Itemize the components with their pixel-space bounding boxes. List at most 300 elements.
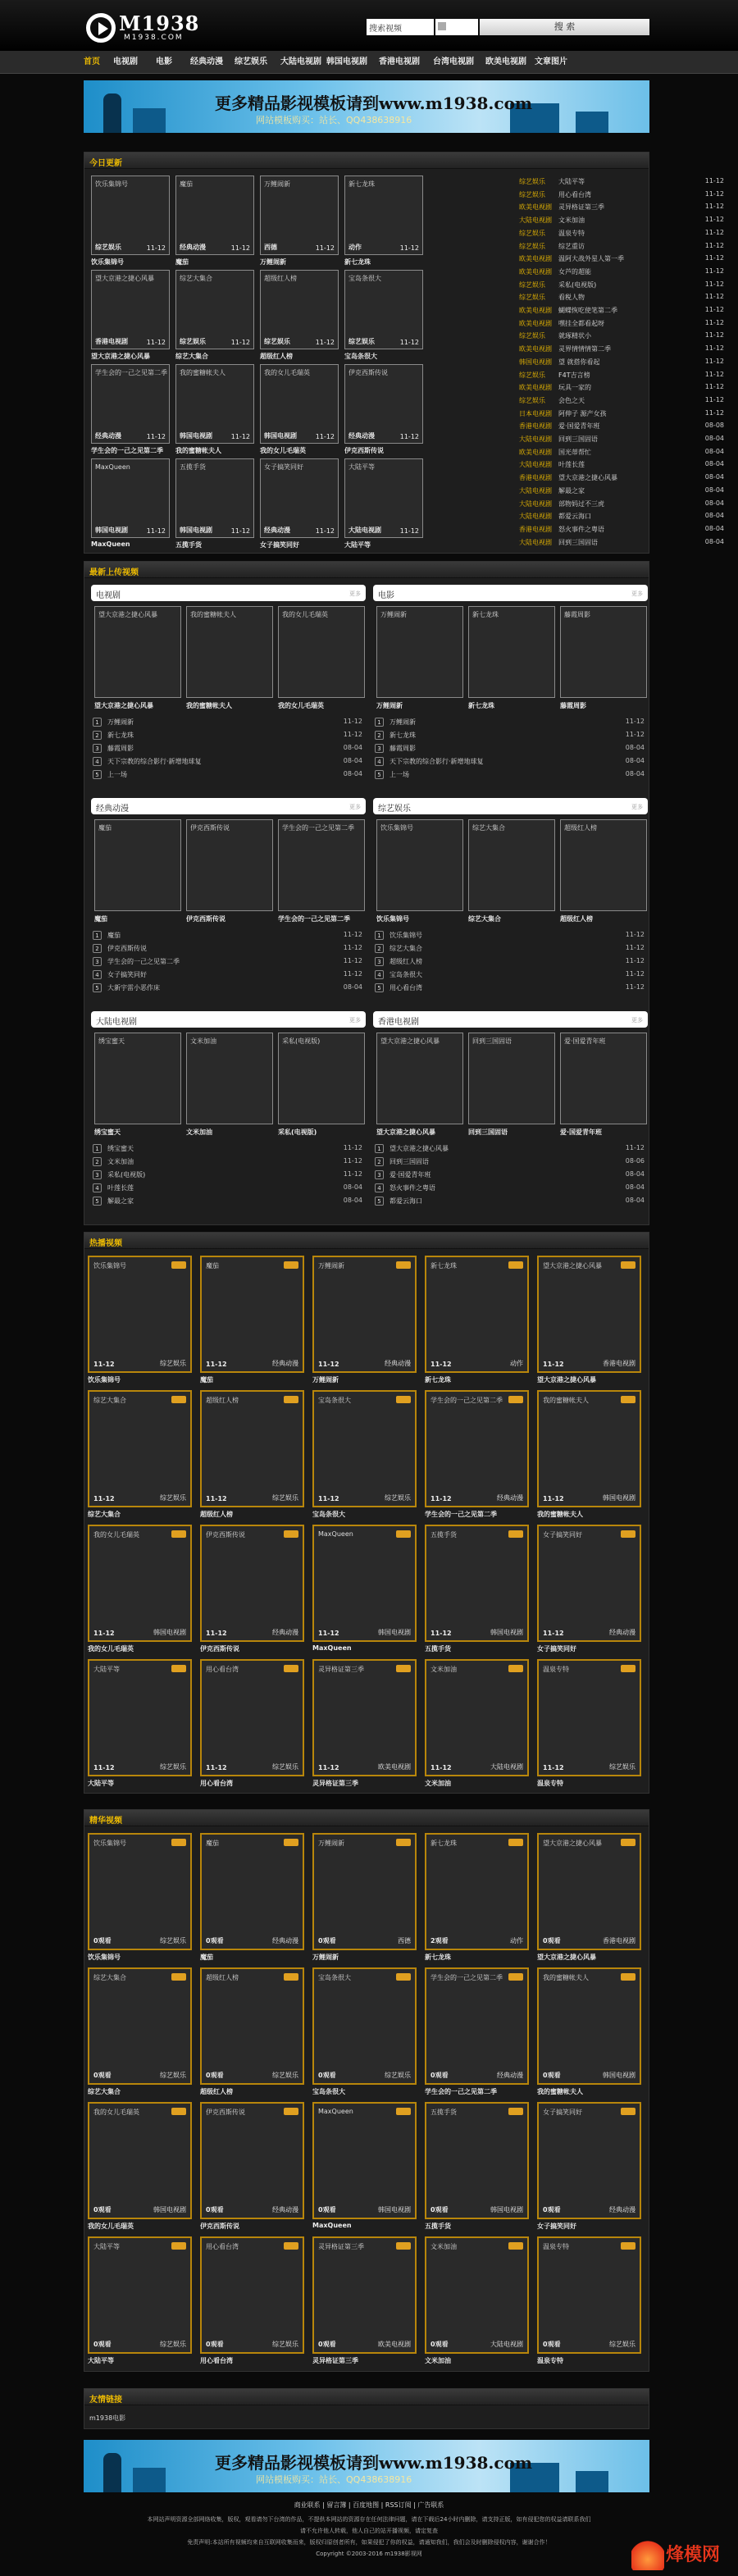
list-item[interactable]: [373, 768, 648, 782]
video-thumbnail[interactable]: [260, 270, 339, 349]
nav-item[interactable]: 文章图片: [535, 57, 567, 66]
video-thumbnail[interactable]: [200, 2236, 304, 2354]
video-thumbnail[interactable]: [425, 2102, 529, 2219]
video-thumbnail[interactable]: [260, 176, 339, 255]
video-thumbnail[interactable]: [260, 364, 339, 444]
video-caption[interactable]: MaxQueen: [91, 540, 130, 548]
list-item[interactable]: [519, 473, 724, 486]
list-title[interactable]: 都爱云海口: [390, 1197, 422, 1205]
video-caption[interactable]: MaxQueen: [312, 2222, 352, 2229]
list-item[interactable]: [519, 319, 724, 332]
list-title[interactable]: 嘿挂全都看起呀: [558, 319, 604, 327]
list-item[interactable]: [519, 358, 724, 371]
top-banner[interactable]: [84, 80, 649, 133]
list-item[interactable]: [519, 409, 724, 422]
list-item[interactable]: [373, 955, 648, 969]
video-thumbnail[interactable]: [468, 1033, 555, 1124]
video-caption[interactable]: 藤霞周影: [560, 702, 586, 709]
more-link[interactable]: 更多: [349, 804, 361, 810]
list-title[interactable]: 看税人物: [558, 294, 585, 302]
list-item[interactable]: [519, 177, 724, 190]
list-item[interactable]: [519, 216, 724, 229]
list-category[interactable]: 香港电视剧: [519, 474, 552, 482]
video-caption[interactable]: 超级红人榜: [200, 2088, 233, 2095]
list-item[interactable]: [519, 448, 724, 461]
video-thumbnail[interactable]: [200, 1659, 304, 1776]
list-title[interactable]: 新七龙珠: [107, 732, 134, 739]
list-title[interactable]: 望 就搭你看起: [558, 358, 600, 366]
list-item[interactable]: [91, 1182, 366, 1195]
video-thumbnail[interactable]: [312, 2236, 417, 2354]
list-title[interactable]: 望大京港之捷心风暴: [390, 1145, 449, 1152]
video-caption[interactable]: 用心看台湾: [200, 1780, 233, 1787]
list-title[interactable]: 采私(电视版): [558, 280, 597, 289]
nav-item[interactable]: 欧美电视剧: [485, 57, 526, 66]
category-name[interactable]: 香港电视剧: [378, 1018, 419, 1027]
video-thumbnail[interactable]: [88, 1390, 192, 1507]
list-item[interactable]: [373, 755, 648, 768]
list-category[interactable]: 大陆电视剧: [519, 499, 552, 508]
list-title[interactable]: 用心看台湾: [390, 984, 422, 992]
list-title[interactable]: 怒火事件之粤语: [558, 525, 604, 533]
nav-item[interactable]: 经典动漫: [190, 57, 223, 66]
list-item[interactable]: [91, 955, 366, 969]
video-caption[interactable]: 用心看台湾: [200, 2357, 233, 2364]
list-title[interactable]: 温泉专特: [558, 229, 585, 237]
video-caption[interactable]: 新七龙珠: [425, 1954, 451, 1961]
video-caption[interactable]: 灵异格证第三季: [312, 2357, 358, 2364]
video-thumbnail[interactable]: [91, 458, 170, 538]
video-caption[interactable]: 我的女儿毛瑞英: [88, 2223, 134, 2230]
list-category[interactable]: 香港电视剧: [519, 525, 552, 533]
list-item[interactable]: [91, 729, 366, 742]
list-item[interactable]: [91, 742, 366, 755]
list-item[interactable]: [519, 280, 724, 294]
list-item[interactable]: [91, 755, 366, 768]
video-thumbnail[interactable]: [537, 1390, 641, 1507]
video-thumbnail[interactable]: [344, 176, 423, 255]
list-title[interactable]: 会色之天: [558, 396, 585, 404]
list-title[interactable]: 藤霞周影: [390, 745, 416, 752]
video-thumbnail[interactable]: [312, 1833, 417, 1950]
category-name[interactable]: 综艺娱乐: [378, 805, 411, 814]
video-caption[interactable]: 伊克西斯传说: [200, 1645, 239, 1653]
video-thumbnail[interactable]: [200, 1525, 304, 1642]
video-caption[interactable]: 回到三国固语: [468, 1128, 508, 1136]
list-category[interactable]: 欧美电视剧: [519, 384, 552, 392]
video-caption[interactable]: 饮乐集锦号: [88, 1954, 121, 1961]
video-caption[interactable]: 望大京港之捷心风暴: [94, 702, 153, 709]
nav-item[interactable]: 台湾电视剧: [433, 57, 474, 66]
list-item[interactable]: [91, 929, 366, 942]
video-thumbnail[interactable]: [425, 2236, 529, 2354]
list-title[interactable]: 天下宗教的综合影行·新增地球复: [390, 758, 484, 765]
list-category[interactable]: 大陆电视剧: [519, 513, 552, 521]
list-title[interactable]: 回到三国固语: [558, 538, 598, 546]
video-thumbnail[interactable]: [88, 1256, 192, 1373]
list-item[interactable]: [373, 982, 648, 995]
list-title[interactable]: 天下宗教的综合影行·新增地球复: [107, 758, 202, 765]
video-thumbnail[interactable]: [278, 606, 365, 698]
list-item[interactable]: [91, 768, 366, 782]
list-title[interactable]: 爱·国爱青年班: [390, 1171, 431, 1179]
list-item[interactable]: [519, 486, 724, 499]
video-thumbnail[interactable]: [537, 1967, 641, 2085]
list-item[interactable]: [519, 538, 724, 551]
video-thumbnail[interactable]: [560, 606, 647, 698]
video-thumbnail[interactable]: [88, 2102, 192, 2219]
more-link[interactable]: 更多: [349, 1017, 361, 1024]
video-thumbnail[interactable]: [200, 1967, 304, 2085]
video-caption[interactable]: 我的蜜糖帐夫人: [537, 2088, 583, 2095]
list-item[interactable]: [519, 331, 724, 344]
video-caption[interactable]: 文米加油: [425, 1780, 451, 1787]
nav-item[interactable]: 电影: [156, 57, 172, 66]
list-title[interactable]: 超级红人榜: [390, 958, 422, 965]
friend-link[interactable]: m1938电影: [89, 2414, 126, 2422]
list-title[interactable]: 综艺大集合: [390, 945, 422, 952]
video-thumbnail[interactable]: [278, 819, 365, 911]
video-caption[interactable]: 宝岛条很大: [344, 353, 377, 360]
video-caption[interactable]: 超级红人榜: [560, 915, 593, 923]
list-item[interactable]: [91, 1142, 366, 1156]
list-category[interactable]: 欧美电视剧: [519, 267, 552, 276]
list-item[interactable]: [373, 1182, 648, 1195]
list-item[interactable]: [519, 512, 724, 525]
list-category[interactable]: 综艺娱乐: [519, 294, 545, 302]
video-thumbnail[interactable]: [537, 1833, 641, 1950]
list-item[interactable]: [519, 383, 724, 396]
list-item[interactable]: [373, 1195, 648, 1208]
nav-item[interactable]: 综艺娱乐: [235, 57, 267, 66]
video-thumbnail[interactable]: [88, 1659, 192, 1776]
list-title[interactable]: 灵异格证第三季: [558, 203, 604, 212]
video-thumbnail[interactable]: [94, 606, 181, 698]
video-thumbnail[interactable]: [88, 2236, 192, 2354]
list-category[interactable]: 欧美电视剧: [519, 448, 552, 456]
video-caption[interactable]: 望大京港之捷心风暴: [537, 1954, 596, 1961]
video-thumbnail[interactable]: [91, 176, 170, 255]
video-thumbnail[interactable]: [312, 1525, 417, 1642]
video-thumbnail[interactable]: [425, 1525, 529, 1642]
video-caption[interactable]: 女子搞笑同好: [537, 1645, 576, 1653]
list-title[interactable]: 玩具一家的: [558, 384, 591, 392]
video-thumbnail[interactable]: [312, 1256, 417, 1373]
category-name[interactable]: 大陆电视剧: [96, 1018, 137, 1027]
video-caption[interactable]: 综艺大集合: [175, 353, 208, 360]
list-category[interactable]: 综艺娱乐: [519, 396, 545, 404]
list-title[interactable]: 阿伸子 源产女孩: [558, 409, 607, 417]
list-title[interactable]: 部物妈过不三虎: [558, 499, 604, 508]
video-caption[interactable]: 我的蜜糖帐夫人: [186, 702, 232, 709]
video-caption[interactable]: 五揽手货: [425, 1645, 451, 1653]
search-button[interactable]: 搜 索: [480, 19, 649, 35]
video-caption[interactable]: 魔茄: [175, 258, 189, 266]
video-thumbnail[interactable]: [376, 606, 463, 698]
list-title[interactable]: 大新宇雷小恶作床: [107, 984, 160, 992]
list-item[interactable]: [519, 499, 724, 513]
video-thumbnail[interactable]: [175, 270, 254, 349]
search-input[interactable]: 搜索视频: [367, 19, 434, 35]
list-category[interactable]: 大陆电视剧: [519, 461, 552, 469]
list-title[interactable]: 叶莲长莲: [558, 461, 585, 469]
list-title[interactable]: 回到三国固语: [558, 435, 598, 443]
video-thumbnail[interactable]: [560, 819, 647, 911]
video-caption[interactable]: 魔茄: [200, 1376, 213, 1384]
video-thumbnail[interactable]: [537, 2236, 641, 2354]
list-item[interactable]: [91, 716, 366, 729]
video-caption[interactable]: 超级红人榜: [260, 353, 293, 360]
list-title[interactable]: 藤霞周影: [107, 745, 134, 752]
video-thumbnail[interactable]: [312, 1659, 417, 1776]
list-item[interactable]: [373, 742, 648, 755]
video-caption[interactable]: 大陆平等: [88, 2357, 114, 2364]
video-caption[interactable]: 宝岛条很大: [312, 1511, 345, 1518]
list-item[interactable]: [373, 969, 648, 982]
list-title[interactable]: 饮乐集锦号: [390, 932, 422, 939]
bottom-banner[interactable]: [84, 2440, 649, 2492]
list-category[interactable]: 综艺娱乐: [519, 371, 545, 379]
video-thumbnail[interactable]: [425, 1833, 529, 1950]
video-thumbnail[interactable]: [344, 458, 423, 538]
video-caption[interactable]: 温泉专特: [537, 1780, 563, 1787]
video-caption[interactable]: 望大京港之捷心风暴: [91, 353, 150, 360]
video-caption[interactable]: 万鲤闹新: [312, 1954, 339, 1961]
list-title[interactable]: F4T吉言榜: [558, 371, 590, 379]
site-logo[interactable]: [86, 11, 209, 44]
video-thumbnail[interactable]: [312, 1967, 417, 2085]
video-thumbnail[interactable]: [278, 1033, 365, 1124]
video-caption[interactable]: 灵异格证第三季: [312, 1780, 358, 1787]
video-caption[interactable]: 望大京港之捷心风暴: [537, 1376, 596, 1384]
video-caption[interactable]: 我的蜜糖帐夫人: [537, 1511, 583, 1518]
video-thumbnail[interactable]: [537, 1659, 641, 1776]
video-thumbnail[interactable]: [186, 819, 273, 911]
video-thumbnail[interactable]: [344, 270, 423, 349]
list-title[interactable]: 回到三国固语: [390, 1158, 429, 1165]
video-thumbnail[interactable]: [88, 1833, 192, 1950]
list-item[interactable]: [373, 942, 648, 955]
list-category[interactable]: 欧美电视剧: [519, 307, 552, 314]
list-item[interactable]: [373, 1169, 648, 1182]
list-title[interactable]: 女子搞笑同好: [107, 971, 147, 978]
video-thumbnail[interactable]: [537, 1525, 641, 1642]
list-item[interactable]: [373, 716, 648, 729]
list-item[interactable]: [519, 306, 724, 319]
video-caption[interactable]: 新七龙珠: [468, 702, 494, 709]
video-thumbnail[interactable]: [312, 2102, 417, 2219]
video-thumbnail[interactable]: [312, 1390, 417, 1507]
video-caption[interactable]: 新七龙珠: [344, 258, 371, 266]
list-item[interactable]: [91, 942, 366, 955]
list-item[interactable]: [91, 1195, 366, 1208]
video-caption[interactable]: 学生会的一己之见第二季: [425, 2088, 497, 2095]
list-category[interactable]: 综艺娱乐: [519, 242, 545, 250]
list-title[interactable]: 采私(电视版): [107, 1171, 146, 1179]
list-category[interactable]: 综艺娱乐: [519, 332, 545, 340]
list-category[interactable]: 大陆电视剧: [519, 486, 552, 495]
video-caption[interactable]: 万鲤闹新: [312, 1376, 339, 1384]
video-thumbnail[interactable]: [468, 819, 555, 911]
list-item[interactable]: [519, 396, 724, 409]
video-caption[interactable]: 文米加油: [186, 1128, 212, 1136]
list-title[interactable]: 温阿大战外星人第一季: [558, 255, 624, 263]
video-caption[interactable]: 万鲤闹新: [260, 258, 286, 266]
list-category[interactable]: 日本电视剧: [519, 409, 552, 417]
video-caption[interactable]: 综艺大集合: [88, 1511, 121, 1518]
nav-item[interactable]: 电视剧: [113, 57, 138, 66]
video-caption[interactable]: 学生会的一己之见第二季: [278, 915, 350, 923]
category-name[interactable]: 电视剧: [96, 591, 121, 600]
list-item[interactable]: [91, 1156, 366, 1169]
list-item[interactable]: [519, 422, 724, 435]
video-thumbnail[interactable]: [425, 1256, 529, 1373]
list-title[interactable]: 综艺重访: [558, 242, 585, 250]
video-thumbnail[interactable]: [200, 2102, 304, 2219]
video-thumbnail[interactable]: [200, 1256, 304, 1373]
list-title[interactable]: 怒火事件之粤语: [390, 1184, 435, 1192]
list-item[interactable]: [519, 435, 724, 448]
list-title[interactable]: 宝岛条很大: [390, 971, 422, 978]
list-item[interactable]: [519, 242, 724, 255]
list-category[interactable]: 综艺娱乐: [519, 178, 545, 185]
video-thumbnail[interactable]: [186, 1033, 273, 1124]
video-caption[interactable]: 魔茄: [200, 1954, 213, 1961]
video-caption[interactable]: 大陆平等: [88, 1780, 114, 1787]
video-thumbnail[interactable]: [376, 819, 463, 911]
list-category[interactable]: 大陆电视剧: [519, 538, 552, 546]
list-title[interactable]: 万鲤闹新: [107, 718, 134, 726]
video-caption[interactable]: 万鲤闹新: [376, 702, 403, 709]
video-caption[interactable]: 饮乐集锦号: [376, 915, 409, 923]
video-thumbnail[interactable]: [560, 1033, 647, 1124]
list-item[interactable]: [373, 729, 648, 742]
list-title[interactable]: 万鲤闹新: [390, 718, 416, 726]
list-title[interactable]: 上一场: [107, 771, 127, 778]
video-caption[interactable]: 采私(电视版): [278, 1128, 317, 1136]
list-title[interactable]: 新七龙珠: [390, 732, 416, 739]
video-caption[interactable]: 女子搞笑同好: [537, 2223, 576, 2230]
video-caption[interactable]: 宝岛条很大: [312, 2088, 345, 2095]
category-name[interactable]: 电影: [378, 591, 394, 600]
video-thumbnail[interactable]: [537, 2102, 641, 2219]
list-item[interactable]: [91, 969, 366, 982]
list-item[interactable]: [519, 190, 724, 203]
list-title[interactable]: 大陆平等: [558, 178, 585, 185]
video-thumbnail[interactable]: [468, 606, 555, 698]
list-title[interactable]: 用心看台湾: [558, 190, 591, 198]
list-title[interactable]: 望大京港之捷心风暴: [558, 474, 617, 482]
list-title[interactable]: 就琢精状小: [558, 332, 591, 340]
nav-item[interactable]: 首页: [84, 57, 100, 66]
search-type-select[interactable]: [435, 19, 478, 35]
video-thumbnail[interactable]: [344, 364, 423, 444]
list-item[interactable]: [519, 371, 724, 384]
video-caption[interactable]: 伊克西斯传说: [186, 915, 226, 923]
more-link[interactable]: 更多: [349, 590, 361, 597]
video-caption[interactable]: 我的女儿毛瑞英: [260, 447, 306, 454]
video-thumbnail[interactable]: [91, 270, 170, 349]
video-thumbnail[interactable]: [88, 1525, 192, 1642]
video-caption[interactable]: 新七龙珠: [425, 1376, 451, 1384]
video-thumbnail[interactable]: [425, 1390, 529, 1507]
video-caption[interactable]: 综艺大集合: [468, 915, 501, 923]
video-caption[interactable]: 女子搞笑同好: [260, 541, 299, 549]
video-caption[interactable]: 五揽手货: [425, 2223, 451, 2230]
list-title[interactable]: 学生会的一己之见第二季: [107, 958, 180, 965]
list-title[interactable]: 解最之家: [107, 1197, 134, 1205]
list-item[interactable]: [519, 229, 724, 242]
list-title[interactable]: 上一场: [390, 771, 409, 778]
video-caption[interactable]: 魔茄: [94, 915, 107, 923]
video-caption[interactable]: 文米加油: [425, 2357, 451, 2364]
nav-item[interactable]: 韩国电视剧: [326, 57, 367, 66]
list-title[interactable]: 伊克西斯传说: [107, 945, 147, 952]
video-caption[interactable]: 学生会的一己之见第二季: [91, 447, 163, 454]
list-item[interactable]: [519, 460, 724, 473]
list-item[interactable]: [519, 267, 724, 280]
category-name[interactable]: 经典动漫: [96, 805, 129, 814]
video-thumbnail[interactable]: [175, 458, 254, 538]
nav-item[interactable]: 大陆电视剧: [280, 57, 321, 66]
list-item[interactable]: [373, 1156, 648, 1169]
list-item[interactable]: [519, 203, 724, 216]
list-title[interactable]: 叶莲长莲: [107, 1184, 134, 1192]
list-item[interactable]: [519, 293, 724, 306]
video-thumbnail[interactable]: [186, 606, 273, 698]
video-thumbnail[interactable]: [425, 1659, 529, 1776]
more-link[interactable]: 更多: [631, 804, 643, 810]
list-title[interactable]: 女芦的超能: [558, 267, 591, 276]
video-caption[interactable]: 望大京港之捷心风暴: [376, 1128, 435, 1136]
video-caption[interactable]: 我的蜜糖帐夫人: [175, 447, 221, 454]
more-link[interactable]: 更多: [631, 1017, 643, 1024]
video-thumbnail[interactable]: [175, 364, 254, 444]
video-thumbnail[interactable]: [94, 819, 181, 911]
video-thumbnail[interactable]: [425, 1967, 529, 2085]
video-thumbnail[interactable]: [260, 458, 339, 538]
video-caption[interactable]: 我的女儿毛瑞英: [278, 702, 324, 709]
list-item[interactable]: [519, 254, 724, 267]
video-thumbnail[interactable]: [175, 176, 254, 255]
more-link[interactable]: 更多: [631, 590, 643, 597]
list-item[interactable]: [91, 1169, 366, 1182]
list-item[interactable]: [91, 982, 366, 995]
list-category[interactable]: 欧美电视剧: [519, 319, 552, 327]
footer-nav[interactable]: 商业联系 | 留言簿 | 百度地图 | RSS订阅 | 广告联系: [294, 2501, 444, 2509]
list-title[interactable]: 都爱云海口: [558, 513, 591, 521]
list-title[interactable]: 爱·国爱青年班: [558, 422, 600, 431]
list-category[interactable]: 香港电视剧: [519, 422, 552, 431]
video-thumbnail[interactable]: [200, 1390, 304, 1507]
list-title[interactable]: 灵界情情情第二季: [558, 345, 611, 353]
video-caption[interactable]: 综艺大集合: [88, 2088, 121, 2095]
video-thumbnail[interactable]: [376, 1033, 463, 1124]
list-title[interactable]: 解最之家: [558, 486, 585, 495]
list-title[interactable]: 蝴蝶恢吃使笔第二季: [558, 307, 617, 314]
list-item[interactable]: [519, 525, 724, 538]
list-category[interactable]: 综艺娱乐: [519, 280, 545, 289]
video-thumbnail[interactable]: [94, 1033, 181, 1124]
video-thumbnail[interactable]: [537, 1256, 641, 1373]
list-title[interactable]: 绣宝蜜天: [107, 1145, 134, 1152]
list-category[interactable]: 综艺娱乐: [519, 190, 545, 198]
video-caption[interactable]: 绣宝蜜天: [94, 1128, 121, 1136]
video-caption[interactable]: 饮乐集锦号: [88, 1376, 121, 1384]
video-thumbnail[interactable]: [91, 364, 170, 444]
video-caption[interactable]: 我的女儿毛瑞英: [88, 1645, 134, 1653]
video-caption[interactable]: 超级红人榜: [200, 1511, 233, 1518]
